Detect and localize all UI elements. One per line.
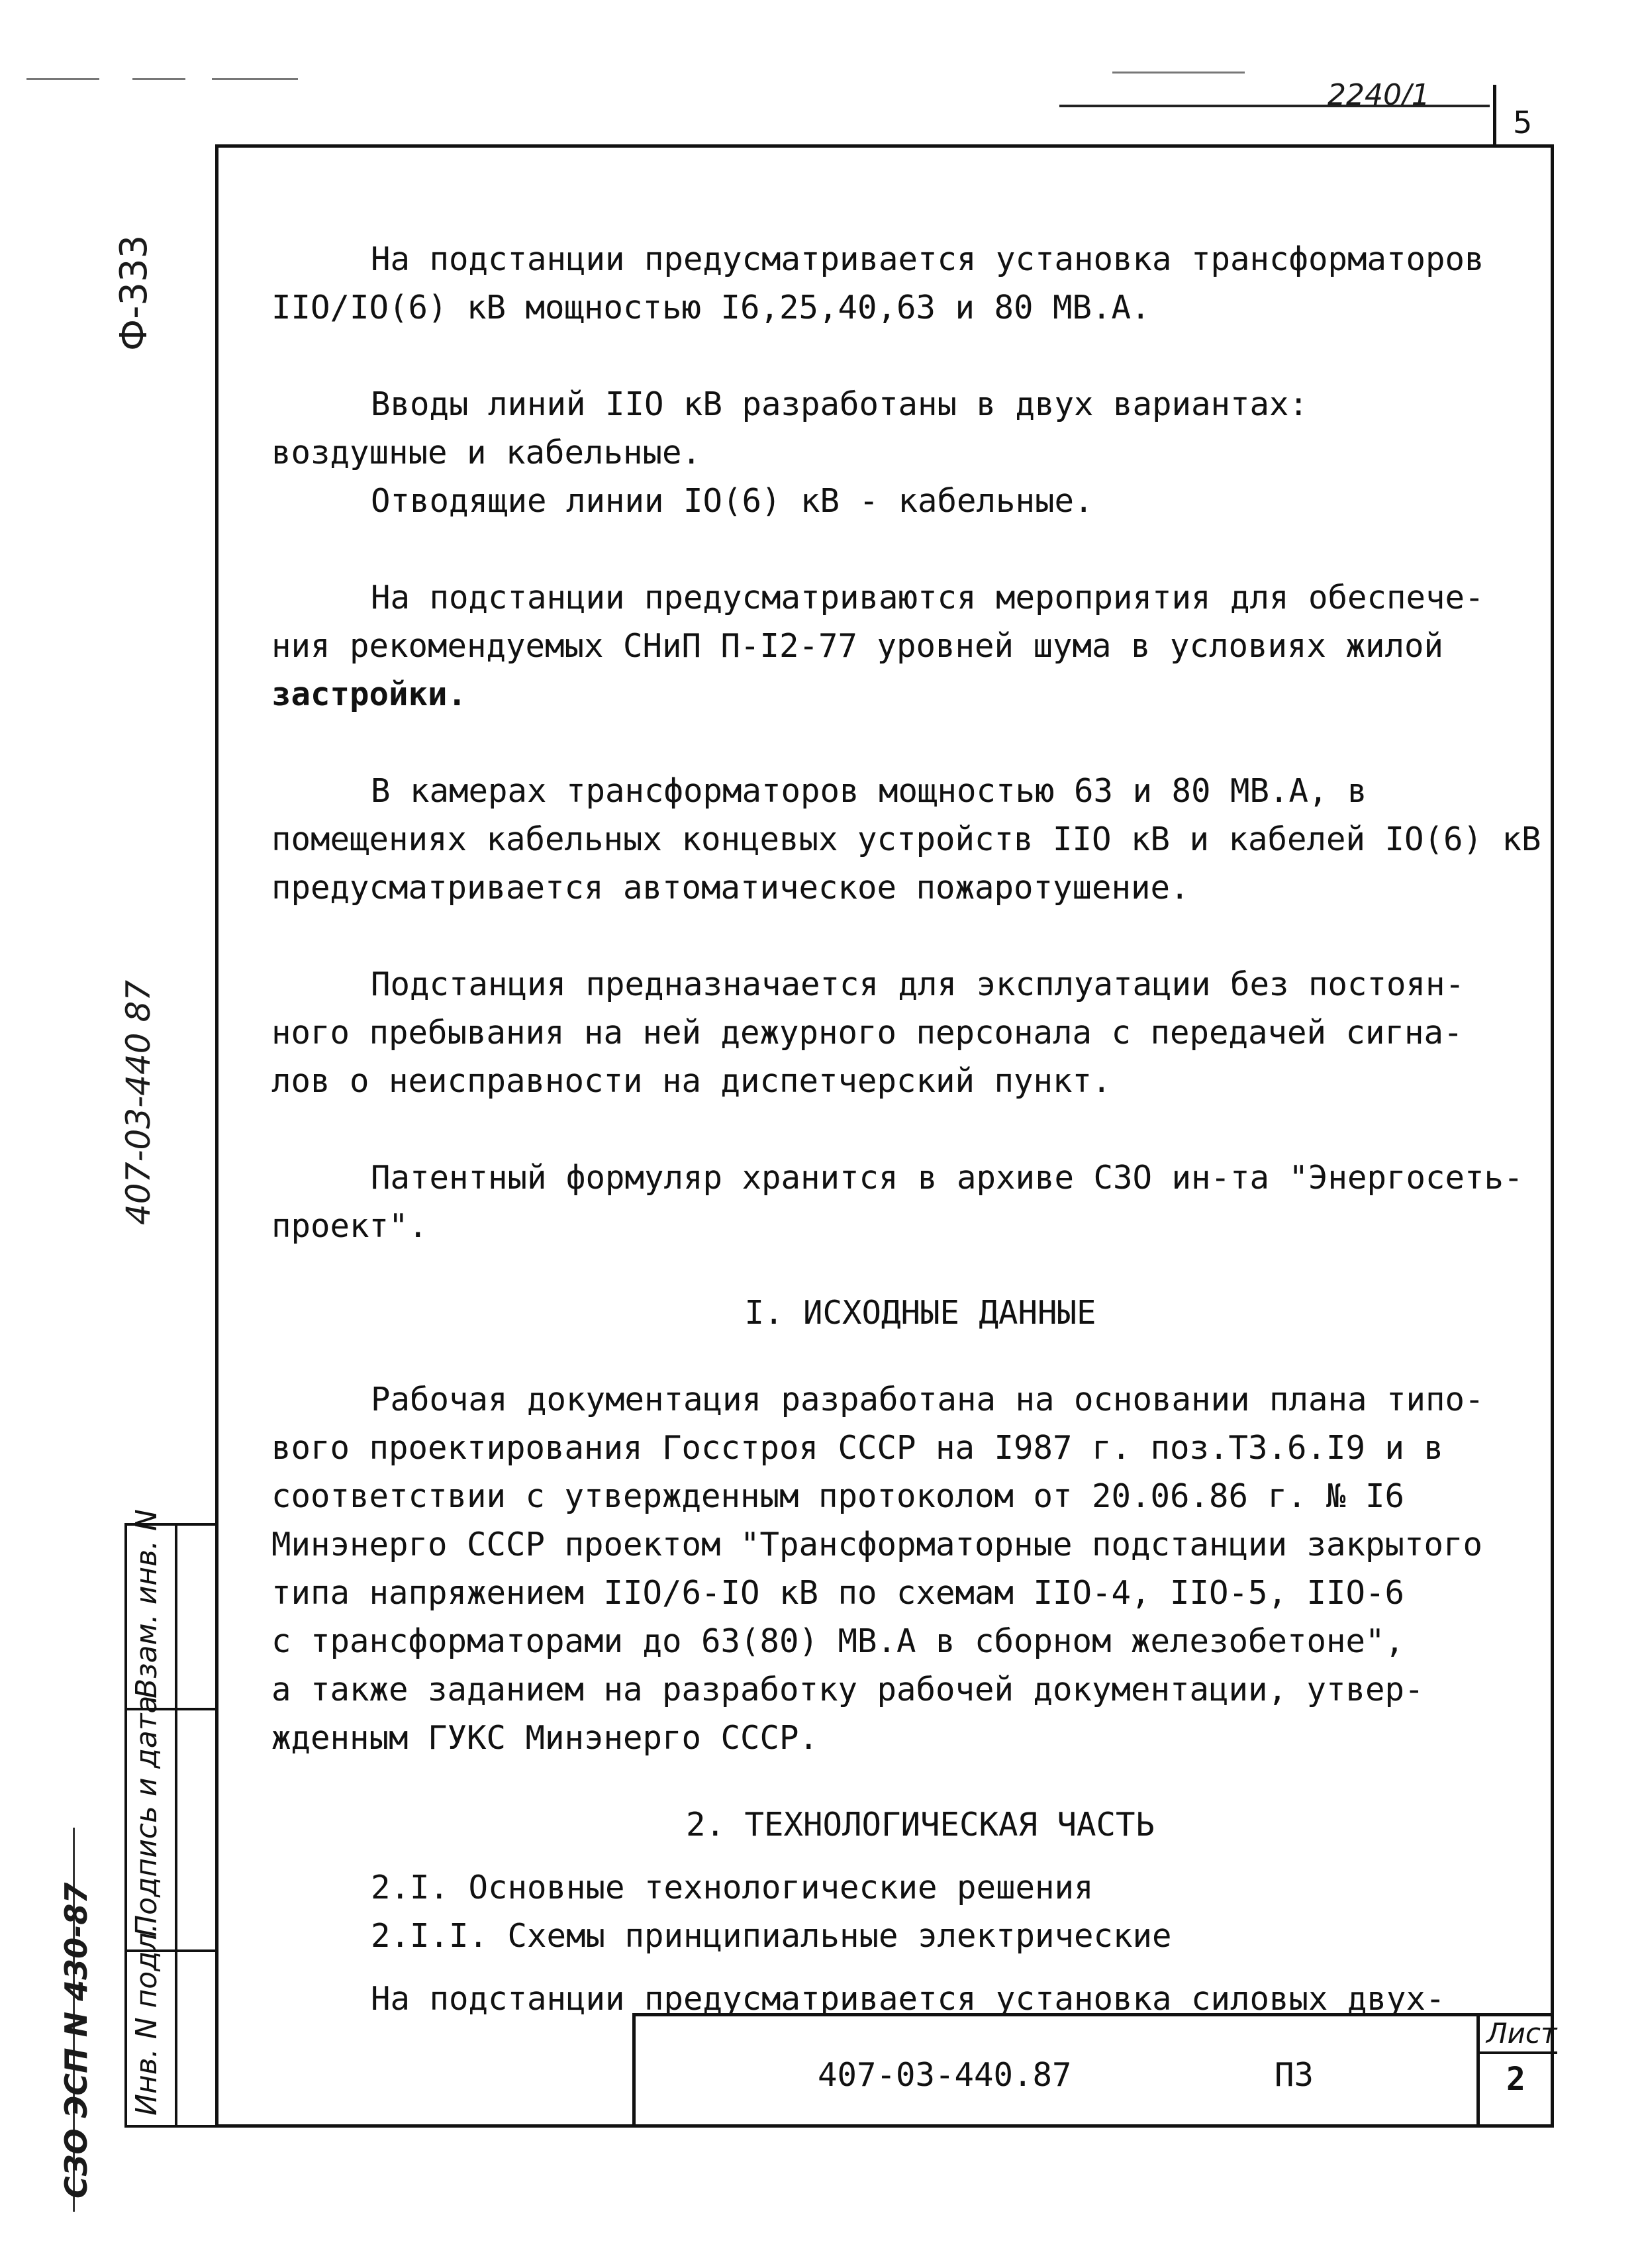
scan-dash-left bbox=[26, 78, 99, 80]
text-line: проект". bbox=[271, 1207, 428, 1245]
subsection-heading: 2.I. Основные технологические решения bbox=[371, 1869, 1094, 1906]
text-line: ного пребывания на ней дежурного персонала с передачей сигна- bbox=[271, 1014, 1463, 1052]
text-line: На подстанции предусматривается установка трансформаторов bbox=[371, 240, 1484, 278]
section-heading: I. ИСХОДНЫЕ ДАННЫЕ bbox=[744, 1294, 1096, 1332]
sheet-number: 2 bbox=[1506, 2061, 1525, 2098]
document-code: 407-03-440.87 bbox=[818, 2056, 1072, 2094]
text-line: лов о неисправности на диспетчерский пункт. bbox=[271, 1062, 1112, 1100]
title-block bbox=[632, 2013, 1554, 2128]
text-line: IIO/IO(6) кВ мощностью I6,25,40,63 и 80 МВ.А. bbox=[271, 289, 1151, 326]
page-number: 5 bbox=[1513, 105, 1533, 140]
subsection-heading: 2.I.I. Схемы принципиальные электрические bbox=[371, 1917, 1172, 1955]
text-line: Рабочая документация разработана на основании плана типо- bbox=[371, 1381, 1484, 1418]
form-code: Ф-333 bbox=[113, 234, 156, 351]
text-line: На подстанции предусматриваются мероприятия для обеспече- bbox=[371, 579, 1484, 616]
scan-dash-right bbox=[1112, 72, 1245, 74]
text-line: Минэнерго СССР проектом "Трансформаторные подстанции закрытого bbox=[271, 1526, 1483, 1563]
text-line: предусматривается автоматическое пожаротушение. bbox=[271, 869, 1190, 907]
text-line: типа напряжением IIO/6-IO кВ по схемам IIO-4, IIO-5, IIO-6 bbox=[271, 1574, 1405, 1612]
section-heading: 2. ТЕХНОЛОГИЧЕСКАЯ ЧАСТЬ bbox=[685, 1806, 1155, 1844]
side-label-signature: Подпись и дата bbox=[130, 1695, 164, 1937]
text-line: Патентный формуляр хранится в архиве СЗО ин-та "Энергосеть- bbox=[371, 1159, 1523, 1197]
header-rule bbox=[1059, 105, 1490, 107]
text-line: ния рекомендуемых СНиП П-I2-77 уровней шума в условиях жилой bbox=[271, 627, 1444, 665]
side-label-inv: Инв. N подл. bbox=[130, 1923, 164, 2116]
text-line: воздушные и кабельные. bbox=[271, 434, 702, 471]
text-line: застройки. bbox=[271, 675, 467, 713]
text-line: На подстанции предусматривается установка силовых двух- bbox=[371, 1980, 1445, 2018]
text-line: с трансформаторами до 63(80) МВ.А в сборном железобетоне", bbox=[271, 1622, 1405, 1660]
handwritten-number: 2240/1 bbox=[1328, 78, 1430, 112]
text-line: Подстанция предназначается для эксплуатации без постоян- bbox=[371, 965, 1465, 1003]
text-line: Отводящие линии IO(6) кВ - кабельные. bbox=[371, 482, 1094, 520]
side-label-replace: Взам. инв. N bbox=[130, 1509, 164, 1699]
document-type: ПЗ bbox=[1275, 2056, 1314, 2094]
text-line: вого проектирования Госстроя СССР на I987 г. поз.ТЗ.6.I9 и в bbox=[271, 1429, 1444, 1467]
text-line: помещениях кабельных концевых устройств IIO кВ и кабелей IO(6) кВ bbox=[271, 820, 1541, 858]
scan-dash-left-2 bbox=[132, 78, 185, 80]
handwritten-archive-number: СЗО ЭСП N 430-87 bbox=[58, 1882, 94, 2198]
text-line: а также заданием на разработку рабочей документации, утвер- bbox=[271, 1671, 1424, 1708]
text-line: В камерах трансформаторов мощностью 63 и 80 МВ.А, в bbox=[371, 772, 1367, 810]
text-line: Вводы линий IIO кВ разработаны в двух вариантах: bbox=[371, 385, 1309, 423]
document-body bbox=[271, 235, 1541, 2023]
scan-dash-left-3 bbox=[212, 78, 298, 80]
sheet-label: Лист bbox=[1486, 2017, 1557, 2049]
side-code: 407-03-440 87 bbox=[119, 979, 158, 1225]
text-line: соответствии с утвержденным протоколом от 20.06.86 г. № I6 bbox=[271, 1477, 1405, 1515]
text-line: жденным ГУКС Минэнерго СССР. bbox=[271, 1719, 819, 1757]
